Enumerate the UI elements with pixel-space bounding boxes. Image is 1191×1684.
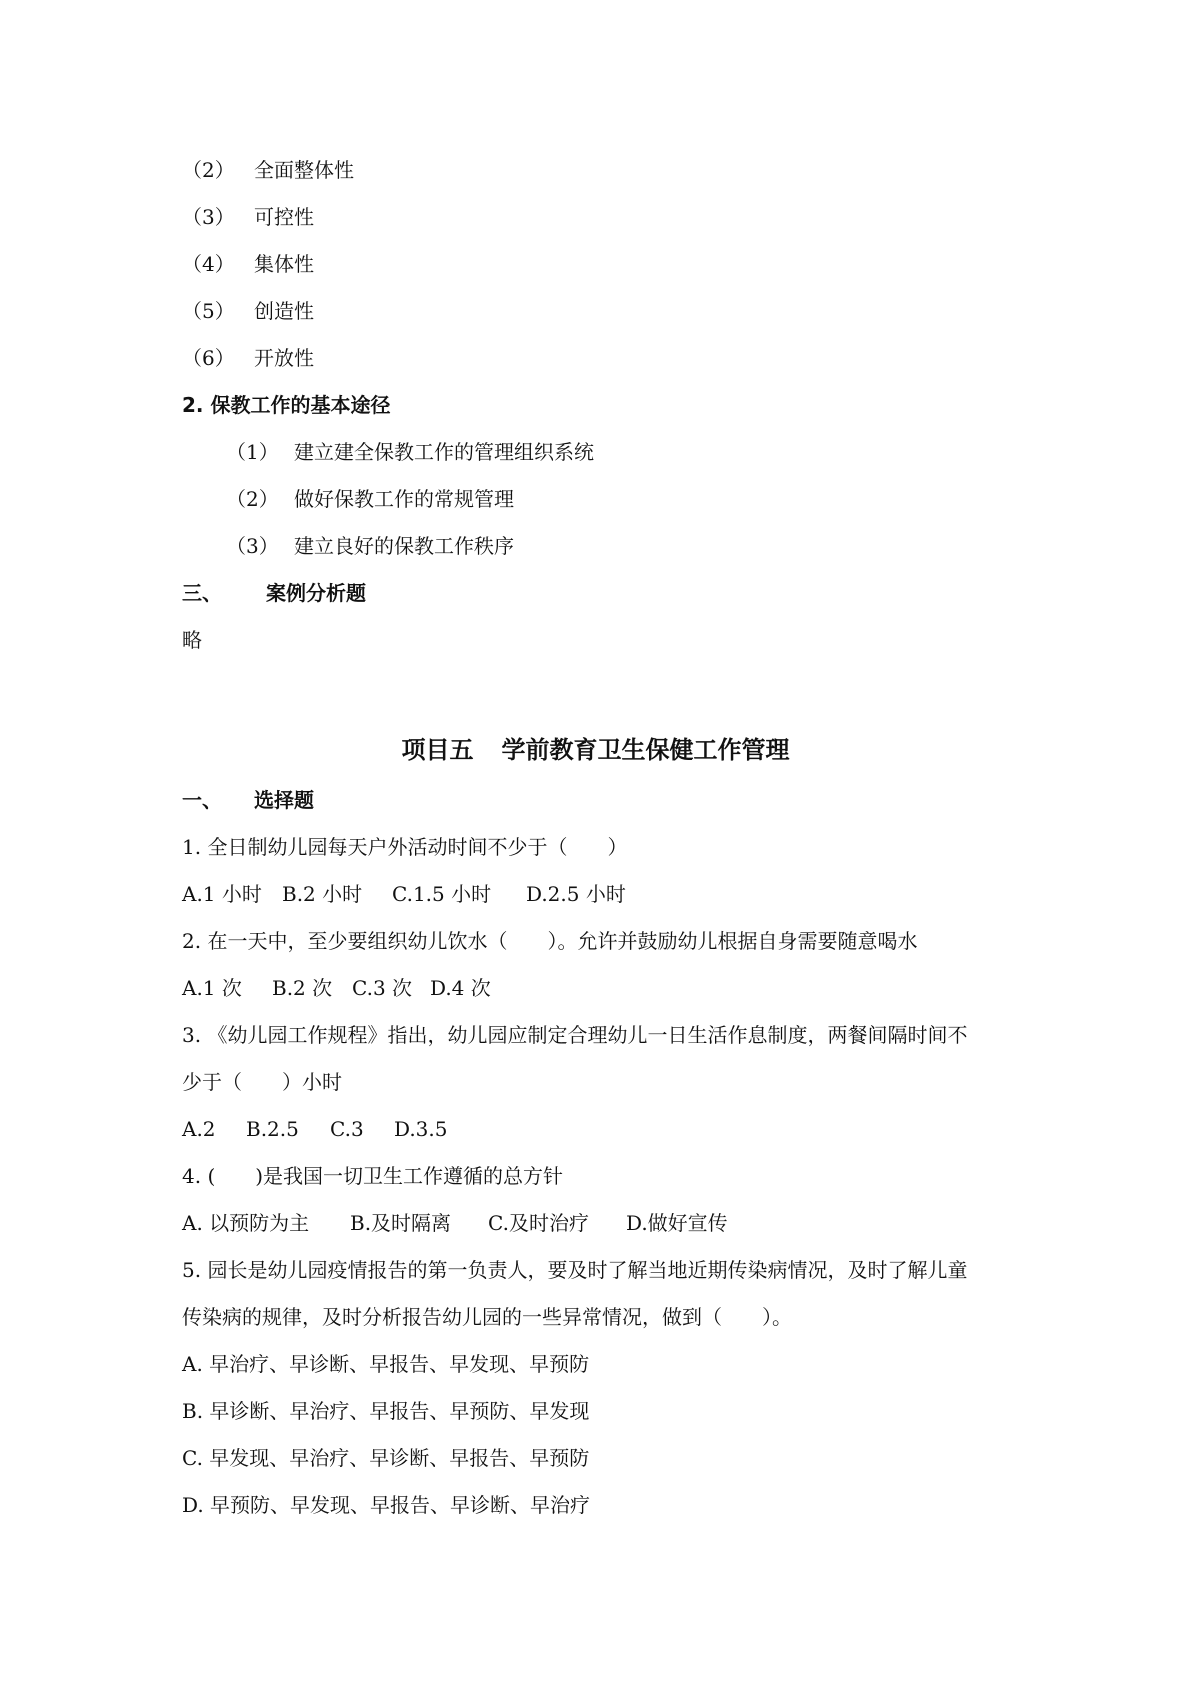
list-item-text: 开放性 <box>254 346 314 370</box>
question-text: 4. ( )是我国一切卫生工作遵循的总方针 <box>182 1164 564 1188</box>
list-item-number: （5） <box>182 299 235 323</box>
question-text: 2. 在一天中，至少要组织幼儿饮水（ ）。允许并鼓励幼儿根据自身需要随意喝水 <box>182 929 918 953</box>
answer-option: D.做好宣传 <box>626 1211 728 1235</box>
list-item-text: 建立良好的保教工作秩序 <box>294 534 514 558</box>
answer-option: A. 以预防为主 <box>182 1211 310 1235</box>
answer-option: C.3 <box>330 1117 364 1141</box>
question-text: 少于（ ）小时 <box>182 1070 342 1094</box>
question-text: 1. 全日制幼儿园每天户外活动时间不少于（ ） <box>182 835 628 859</box>
section-body: 略 <box>182 628 202 652</box>
list-item-text: 创造性 <box>254 299 314 323</box>
list-item-number: （3） <box>182 205 235 229</box>
question-text: 3. 《幼儿园工作规程》指出，幼儿园应制定合理幼儿一日生活作息制度，两餐间隔时间不 <box>182 1023 968 1047</box>
question-text: 传染病的规律，及时分析报告幼儿园的一些异常情况，做到（ ）。 <box>182 1305 792 1329</box>
list-item-number: （4） <box>182 252 235 276</box>
subheading: 2. 保教工作的基本途径 <box>182 393 391 417</box>
list-item-text: 建立建全保教工作的管理组织系统 <box>294 440 594 464</box>
answer-option: A. 早治疗、早诊断、早报告、早发现、早预防 <box>182 1352 590 1376</box>
section-title: 选择题 <box>254 788 314 812</box>
section-marker: 三、 <box>182 581 222 605</box>
list-item-number: （2） <box>182 158 235 182</box>
answer-option: D. 早预防、早发现、早报告、早诊断、早治疗 <box>182 1493 591 1517</box>
list-item-text: 集体性 <box>254 252 314 276</box>
answer-option: B.2 次 <box>272 976 333 1000</box>
list-item-number: （3） <box>226 534 279 558</box>
answer-option: C. 早发现、早治疗、早诊断、早报告、早预防 <box>182 1446 590 1470</box>
answer-option: B.2 小时 <box>282 882 363 906</box>
answer-option: C.1.5 小时 <box>392 882 492 906</box>
question-text: 5. 园长是幼儿园疫情报告的第一负责人，要及时了解当地近期传染病情况，及时了解儿童 <box>182 1258 968 1282</box>
answer-option: B. 早诊断、早治疗、早报告、早预防、早发现 <box>182 1399 590 1423</box>
project-title <box>0 734 1191 766</box>
answer-option: C.及时治疗 <box>488 1211 589 1235</box>
answer-option: B.2.5 <box>246 1117 299 1141</box>
list-item-number: （2） <box>226 487 279 511</box>
section-title: 案例分析题 <box>266 581 366 605</box>
project-name: 学前教育卫生保健工作管理 <box>501 736 790 764</box>
list-item-text: 可控性 <box>254 205 314 229</box>
answer-option: D.3.5 <box>394 1117 448 1141</box>
answer-option: D.2.5 小时 <box>526 882 626 906</box>
answer-option: A.1 小时 <box>182 882 262 906</box>
answer-option: D.4 次 <box>430 976 491 1000</box>
project-label: 项目五 <box>401 736 474 764</box>
list-item-number: （6） <box>182 346 235 370</box>
list-item-text: 全面整体性 <box>254 158 354 182</box>
list-item-number: （1） <box>226 440 279 464</box>
section-marker: 一、 <box>182 788 222 812</box>
answer-option: C.3 次 <box>352 976 413 1000</box>
answer-option: B.及时隔离 <box>350 1211 452 1235</box>
answer-option: A.2 <box>182 1117 216 1141</box>
list-item-text: 做好保教工作的常规管理 <box>294 487 514 511</box>
answer-option: A.1 次 <box>182 976 242 1000</box>
